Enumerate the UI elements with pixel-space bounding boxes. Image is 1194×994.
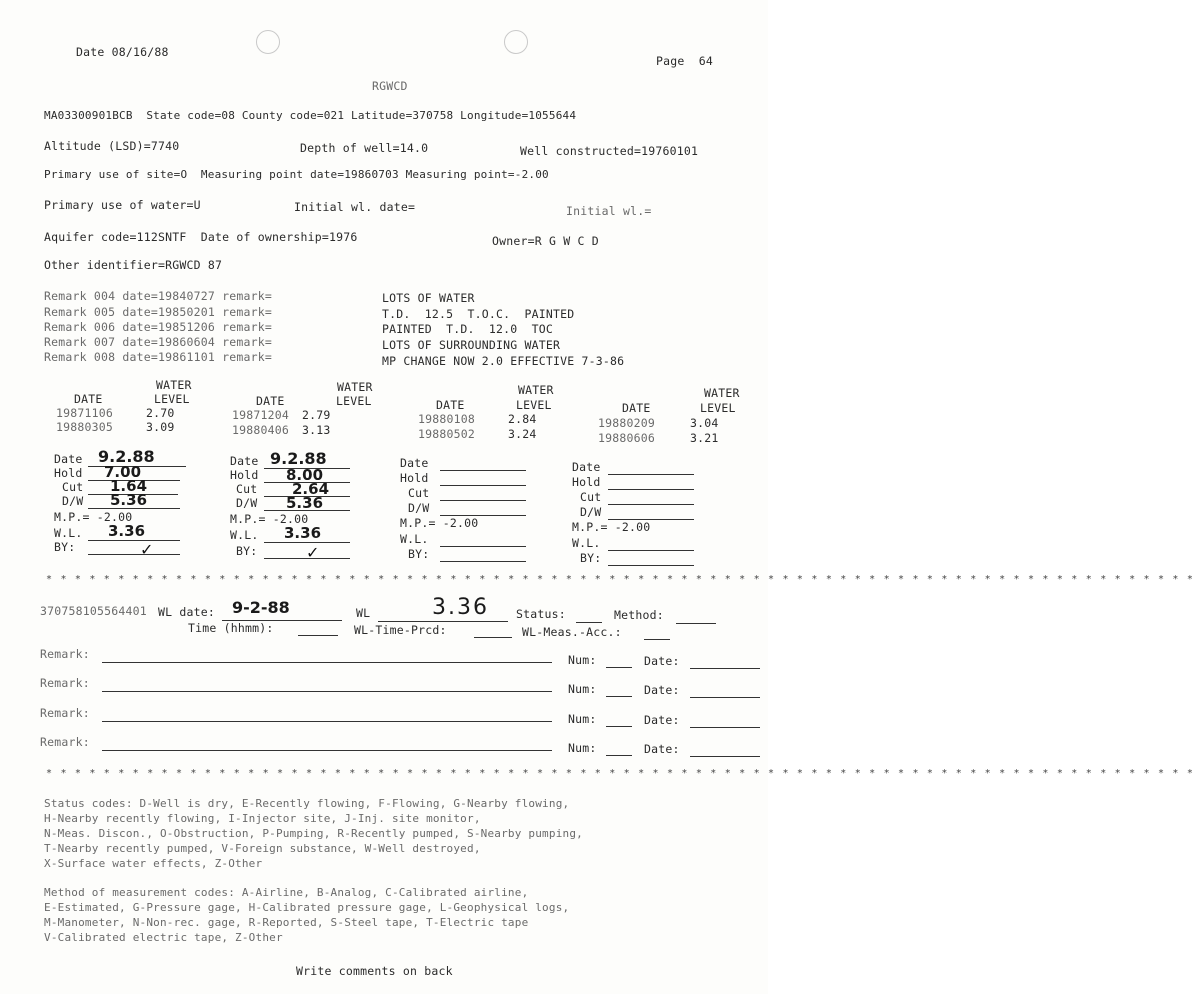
wl-date-cell: 19871204 (232, 408, 289, 422)
col-header-water: WATER (337, 380, 373, 394)
time-label: Time (hhmm): (188, 621, 274, 635)
wl-date-cell: 19880502 (418, 427, 475, 441)
remark-num-input[interactable] (606, 696, 632, 697)
remark-num-label: Num: (568, 712, 597, 726)
status-label: Status: (516, 607, 566, 621)
col-header-date: DATE (622, 401, 651, 415)
status-codes-line: X-Surface water effects, Z-Other (44, 857, 263, 870)
handwritten-wl-date: 9-2-88 (232, 598, 290, 617)
well-constructed: Well constructed=19760101 (520, 144, 699, 158)
col-header-water: WATER (518, 383, 554, 397)
binder-hole-right (504, 30, 528, 54)
entry-label-date: Date (54, 452, 83, 466)
wl-date-cell: 19871106 (56, 406, 113, 420)
aquifer-code: Aquifer code=112SNTF Date of ownership=1976 (44, 230, 358, 244)
status-field[interactable] (576, 622, 602, 623)
handwritten-cut: 2.64 (292, 480, 330, 498)
owner: Owner=R G W C D (492, 234, 599, 248)
handwritten-dw: 5.36 (286, 494, 324, 512)
handwritten-date: 9.2.88 (98, 447, 155, 466)
entry-label-hold: Hold (572, 475, 601, 489)
remark-num-label: Num: (568, 653, 597, 667)
wl-date-cell: 19880305 (56, 420, 113, 434)
handwritten-dw: 5.36 (110, 491, 148, 509)
entry-by-field[interactable] (608, 565, 694, 566)
remark-entry-left: Remark 007 date=19860604 remark= (44, 335, 272, 349)
entry-label-cut: Cut (408, 486, 430, 500)
remark-entry-text: T.D. 12.5 T.O.C. PAINTED (382, 307, 575, 321)
measuring-point-line: Primary use of site=O Measuring point date=19860703 Measuring point=-2.00 (44, 168, 549, 181)
entry-label-dw: D/W (580, 505, 602, 519)
wl-date-label: WL date: (158, 605, 215, 619)
wl-level-cell: 3.13 (302, 423, 331, 437)
entry-wl-field[interactable] (440, 546, 526, 547)
wl-level-cell: 3.04 (690, 416, 719, 430)
entry-label-by: BY: (580, 551, 602, 565)
handwritten-cut: 1.64 (110, 477, 148, 495)
entry-label-cut: Cut (236, 482, 258, 496)
remark-date-label: Date: (644, 654, 680, 668)
entry-label-wl: W.L. (400, 532, 429, 546)
remark-entry-left: Remark 004 date=19840727 remark= (44, 289, 272, 303)
col-header-date: DATE (256, 394, 285, 408)
entry-label-by: BY: (408, 547, 430, 561)
remark-num-input[interactable] (606, 755, 632, 756)
wl-level-cell: 2.79 (302, 408, 331, 422)
entry-label-wl: W.L. (230, 528, 259, 542)
wl-date-cell: 19880209 (598, 416, 655, 430)
measurement-site-id: 370758105564401 (40, 604, 147, 618)
wl-level-cell: 2.70 (146, 406, 175, 420)
entry-hold-field[interactable] (608, 489, 694, 490)
handwritten-wl-value: 3.36 (432, 595, 489, 620)
wl-level-cell: 3.21 (690, 431, 719, 445)
entry-wl-field[interactable] (608, 550, 694, 551)
method-field[interactable] (676, 623, 716, 624)
remark-label: Remark: (40, 676, 90, 690)
footer-note: Write comments on back (296, 964, 453, 978)
remark-entry-text: LOTS OF WATER (382, 291, 475, 305)
entry-cut-field[interactable] (440, 500, 526, 501)
remark-date-label: Date: (644, 683, 680, 697)
entry-label-wl: W.L. (54, 526, 83, 540)
method-codes-line: E-Estimated, G-Pressure gage, H-Calibrated pressure gage, L-Geophysical logs, (44, 901, 570, 914)
initial-wl: Initial wl.= (566, 204, 652, 218)
col-header-date: DATE (436, 398, 465, 412)
col-header-level: LEVEL (336, 394, 372, 408)
remark-num-input[interactable] (606, 726, 632, 727)
separator-stars: * * * * * * * * * * * * * * * * * * * * * * * * * * * * * * * * * * * * * * * * * * * * * * * * * * * * * * * * * * * * * * * * * * * * * * * * * * * * * * * * (46, 574, 1194, 585)
status-codes-line: T-Nearby recently pumped, V-Foreign substance, W-Well destroyed, (44, 842, 481, 855)
remark-entry-text: LOTS OF SURROUNDING WATER (382, 338, 561, 352)
remark-label: Remark: (40, 647, 90, 661)
entry-label-mp: M.P.= -2.00 (572, 520, 651, 534)
remark-date-input[interactable] (690, 727, 760, 728)
handwritten-wl: 3.36 (108, 522, 146, 540)
entry-label-cut: Cut (62, 480, 84, 494)
entry-label-dw: D/W (236, 496, 258, 510)
entry-label-wl: W.L. (572, 536, 601, 550)
remark-date-input[interactable] (690, 697, 760, 698)
entry-label-mp: M.P.= -2.00 (400, 516, 479, 530)
entry-hold-field[interactable] (440, 485, 526, 486)
entry-label-date: Date (400, 456, 429, 470)
remark-entry-left: Remark 005 date=19850201 remark= (44, 305, 272, 319)
remark-date-label: Date: (644, 742, 680, 756)
entry-label-hold: Hold (54, 466, 83, 480)
remark-input[interactable] (102, 750, 552, 751)
handwritten-hold: 8.00 (286, 466, 324, 484)
initials-checkmark-icon: ✓ (140, 540, 154, 559)
entry-by-field[interactable] (88, 554, 180, 555)
report-date: Date 08/16/88 (76, 45, 169, 59)
entry-label-mp: M.P.= -2.00 (230, 512, 309, 526)
remark-date-input[interactable] (690, 756, 760, 757)
col-header-level: LEVEL (700, 401, 736, 415)
entry-label-hold: Hold (230, 468, 259, 482)
remark-entry-left: Remark 006 date=19851206 remark= (44, 320, 272, 334)
entry-label-date: Date (572, 460, 601, 474)
wl-meas-label: WL-Meas.-Acc.: (522, 625, 622, 639)
remark-date-input[interactable] (690, 668, 760, 669)
remark-input[interactable] (102, 691, 552, 692)
col-header-water: WATER (156, 378, 192, 392)
wl-time-label: WL-Time-Prcd: (354, 623, 447, 637)
initial-wl-date: Initial wl. date= (294, 200, 416, 214)
site-id-line: MA03300901BCB State code=08 County code=021 Latitude=370758 Longitude=1055644 (44, 109, 577, 122)
method-codes-line: M-Manometer, N-Non-rec. gage, R-Reported, S-Steel tape, T-Electric tape (44, 916, 529, 929)
wl-date-cell: 19880108 (418, 412, 475, 426)
wl-time-field[interactable] (474, 637, 512, 638)
remark-input[interactable] (102, 662, 552, 663)
separator-stars: * * * * * * * * * * * * * * * * * * * * * * * * * * * * * * * * * * * * * * * * * * * * * * * * * * * * * * * * * * * * * * * * * * * * * * * * * * * * * * * * (46, 768, 1194, 779)
entry-cut-field[interactable] (608, 504, 694, 505)
binder-hole-left (256, 30, 280, 54)
entry-label-mp: M.P.= -2.00 (54, 510, 133, 524)
wl-value-field[interactable] (378, 621, 508, 622)
wl-level-cell: 2.84 (508, 412, 537, 426)
entry-label-by: BY: (54, 540, 76, 554)
wl-meas-field[interactable] (644, 639, 670, 640)
entry-label-dw: D/W (62, 494, 84, 508)
entry-label-hold: Hold (400, 471, 429, 485)
remark-entry-text: PAINTED T.D. 12.0 TOC (382, 322, 553, 336)
altitude: Altitude (LSD)=7740 (44, 139, 180, 153)
wl-label: WL (356, 606, 371, 620)
wl-level-cell: 3.09 (146, 420, 175, 434)
remark-num-label: Num: (568, 741, 597, 755)
status-codes-line: H-Nearby recently flowing, I-Injector site, J-Inj. site monitor, (44, 812, 481, 825)
remark-entry-text: MP CHANGE NOW 2.0 EFFECTIVE 7-3-86 (382, 354, 625, 368)
primary-use-water: Primary use of water=U (44, 198, 201, 212)
remark-date-label: Date: (644, 713, 680, 727)
entry-label-by: BY: (236, 544, 258, 558)
time-field[interactable] (298, 635, 338, 636)
other-identifier: Other identifier=RGWCD 87 (44, 258, 223, 272)
status-codes-line: N-Meas. Discon., O-Obstruction, P-Pumping, R-Recently pumped, S-Nearby pumping, (44, 827, 583, 840)
agency-title: RGWCD (372, 79, 408, 93)
col-header-level: LEVEL (516, 398, 552, 412)
entry-by-field[interactable] (440, 561, 526, 562)
well-depth: Depth of well=14.0 (300, 141, 429, 155)
handwritten-date: 9.2.88 (270, 449, 327, 468)
page-number: Page 64 (656, 54, 713, 68)
handwritten-hold: 7.00 (104, 463, 142, 481)
entry-date-field[interactable] (440, 470, 526, 471)
remark-input[interactable] (102, 721, 552, 722)
remark-entry-left: Remark 008 date=19861101 remark= (44, 350, 272, 364)
method-codes-line: Method of measurement codes: A-Airline, B-Analog, C-Calibrated airline, (44, 886, 529, 899)
col-header-date: DATE (74, 392, 103, 406)
col-header-water: WATER (704, 386, 740, 400)
remark-label: Remark: (40, 706, 90, 720)
col-header-level: LEVEL (154, 392, 190, 406)
wl-date-cell: 19880406 (232, 423, 289, 437)
method-label: Method: (614, 608, 664, 622)
wl-level-cell: 3.24 (508, 427, 537, 441)
remark-num-label: Num: (568, 682, 597, 696)
initials-checkmark-icon: ✓ (306, 543, 320, 562)
entry-label-dw: D/W (408, 501, 430, 515)
entry-date-field[interactable] (608, 474, 694, 475)
wl-date-cell: 19880606 (598, 431, 655, 445)
remark-label: Remark: (40, 735, 90, 749)
entry-wl-field[interactable] (88, 540, 180, 541)
entry-label-cut: Cut (580, 490, 602, 504)
entry-label-date: Date (230, 454, 259, 468)
status-codes-line: Status codes: D-Well is dry, E-Recently flowing, F-Flowing, G-Nearby flowing, (44, 797, 570, 810)
method-codes-line: V-Calibrated electric tape, Z-Other (44, 931, 283, 944)
handwritten-wl: 3.36 (284, 524, 322, 542)
remark-num-input[interactable] (606, 667, 632, 668)
